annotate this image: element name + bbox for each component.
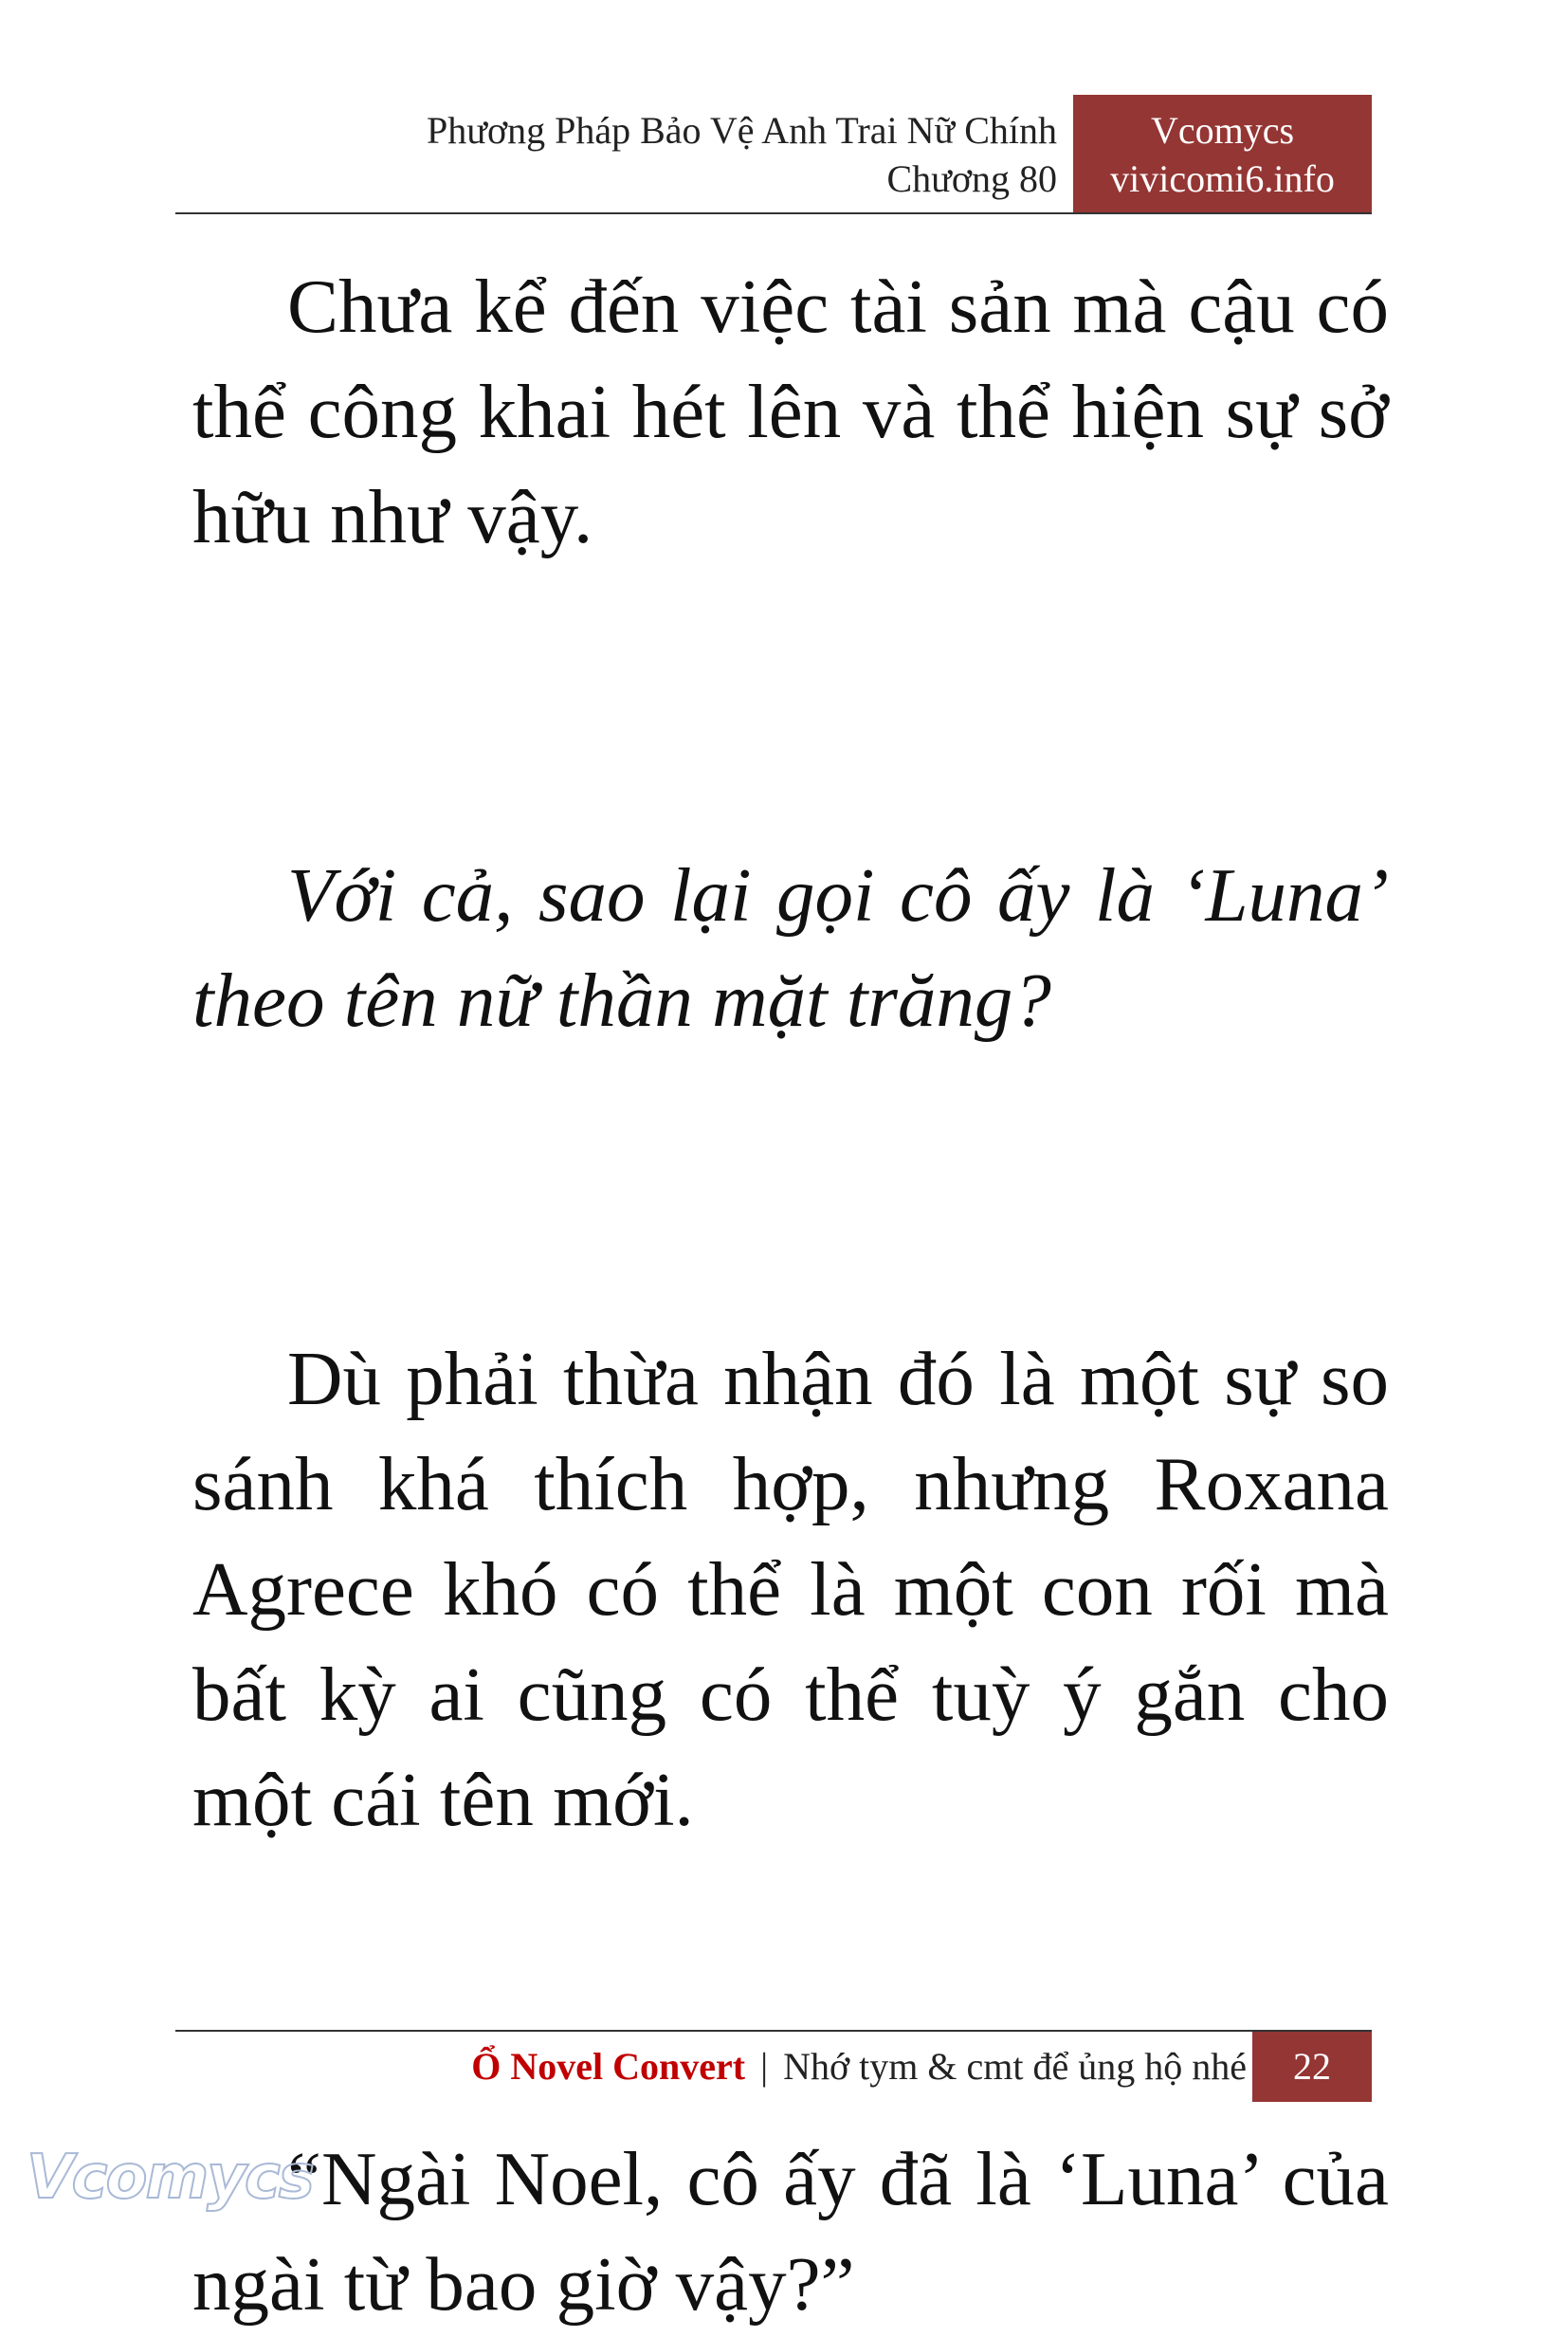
paragraph-spacer — [192, 570, 1389, 843]
footer-message: Nhớ tym & cmt để ủng hộ nhé — [783, 2045, 1247, 2088]
footer-brand: Ổ Novel Convert — [471, 2045, 746, 2088]
paragraph: Dù phải thừa nhận đó là một sự so sánh khá thích hợp, nhưng Roxana Agrece khó có thể là một con rối mà bất kỳ ai cũng có thể tuỳ ý gắn cho một cái tên mới. — [192, 1336, 1389, 1842]
site-name: Vcomycs — [1150, 109, 1295, 152]
header-text — [427, 106, 1057, 203]
site-badge — [1073, 95, 1372, 212]
paragraph: “Ngài Noel, cô ấy đã là ‘Luna’ của ngài từ bao giờ vậy?” — [192, 2136, 1389, 2327]
page-header — [175, 95, 1372, 214]
page-body — [192, 254, 1389, 2337]
site-url: vivicomi6.info — [1110, 157, 1335, 200]
chapter-label: Chương 80 — [886, 157, 1057, 200]
page-footer — [175, 2030, 1372, 2102]
footer-text — [471, 2041, 1247, 2092]
page-number: 22 — [1252, 2032, 1372, 2102]
paragraph-spacer — [192, 1053, 1389, 1326]
footer-separator: | — [760, 2045, 769, 2088]
paragraph-italic: Với cả, sao lại gọi cô ấy là ‘Luna’ theo tên nữ thần mặt trăng? — [192, 852, 1389, 1043]
watermark-logo: Vcomycs — [27, 2143, 313, 2213]
paragraph: Chưa kể đến việc tài sản mà cậu có thể công khai hét lên và thể hiện sự sở hữu như vậy. — [192, 264, 1389, 559]
book-title: Phương Pháp Bảo Vệ Anh Trai Nữ Chính — [427, 109, 1057, 152]
